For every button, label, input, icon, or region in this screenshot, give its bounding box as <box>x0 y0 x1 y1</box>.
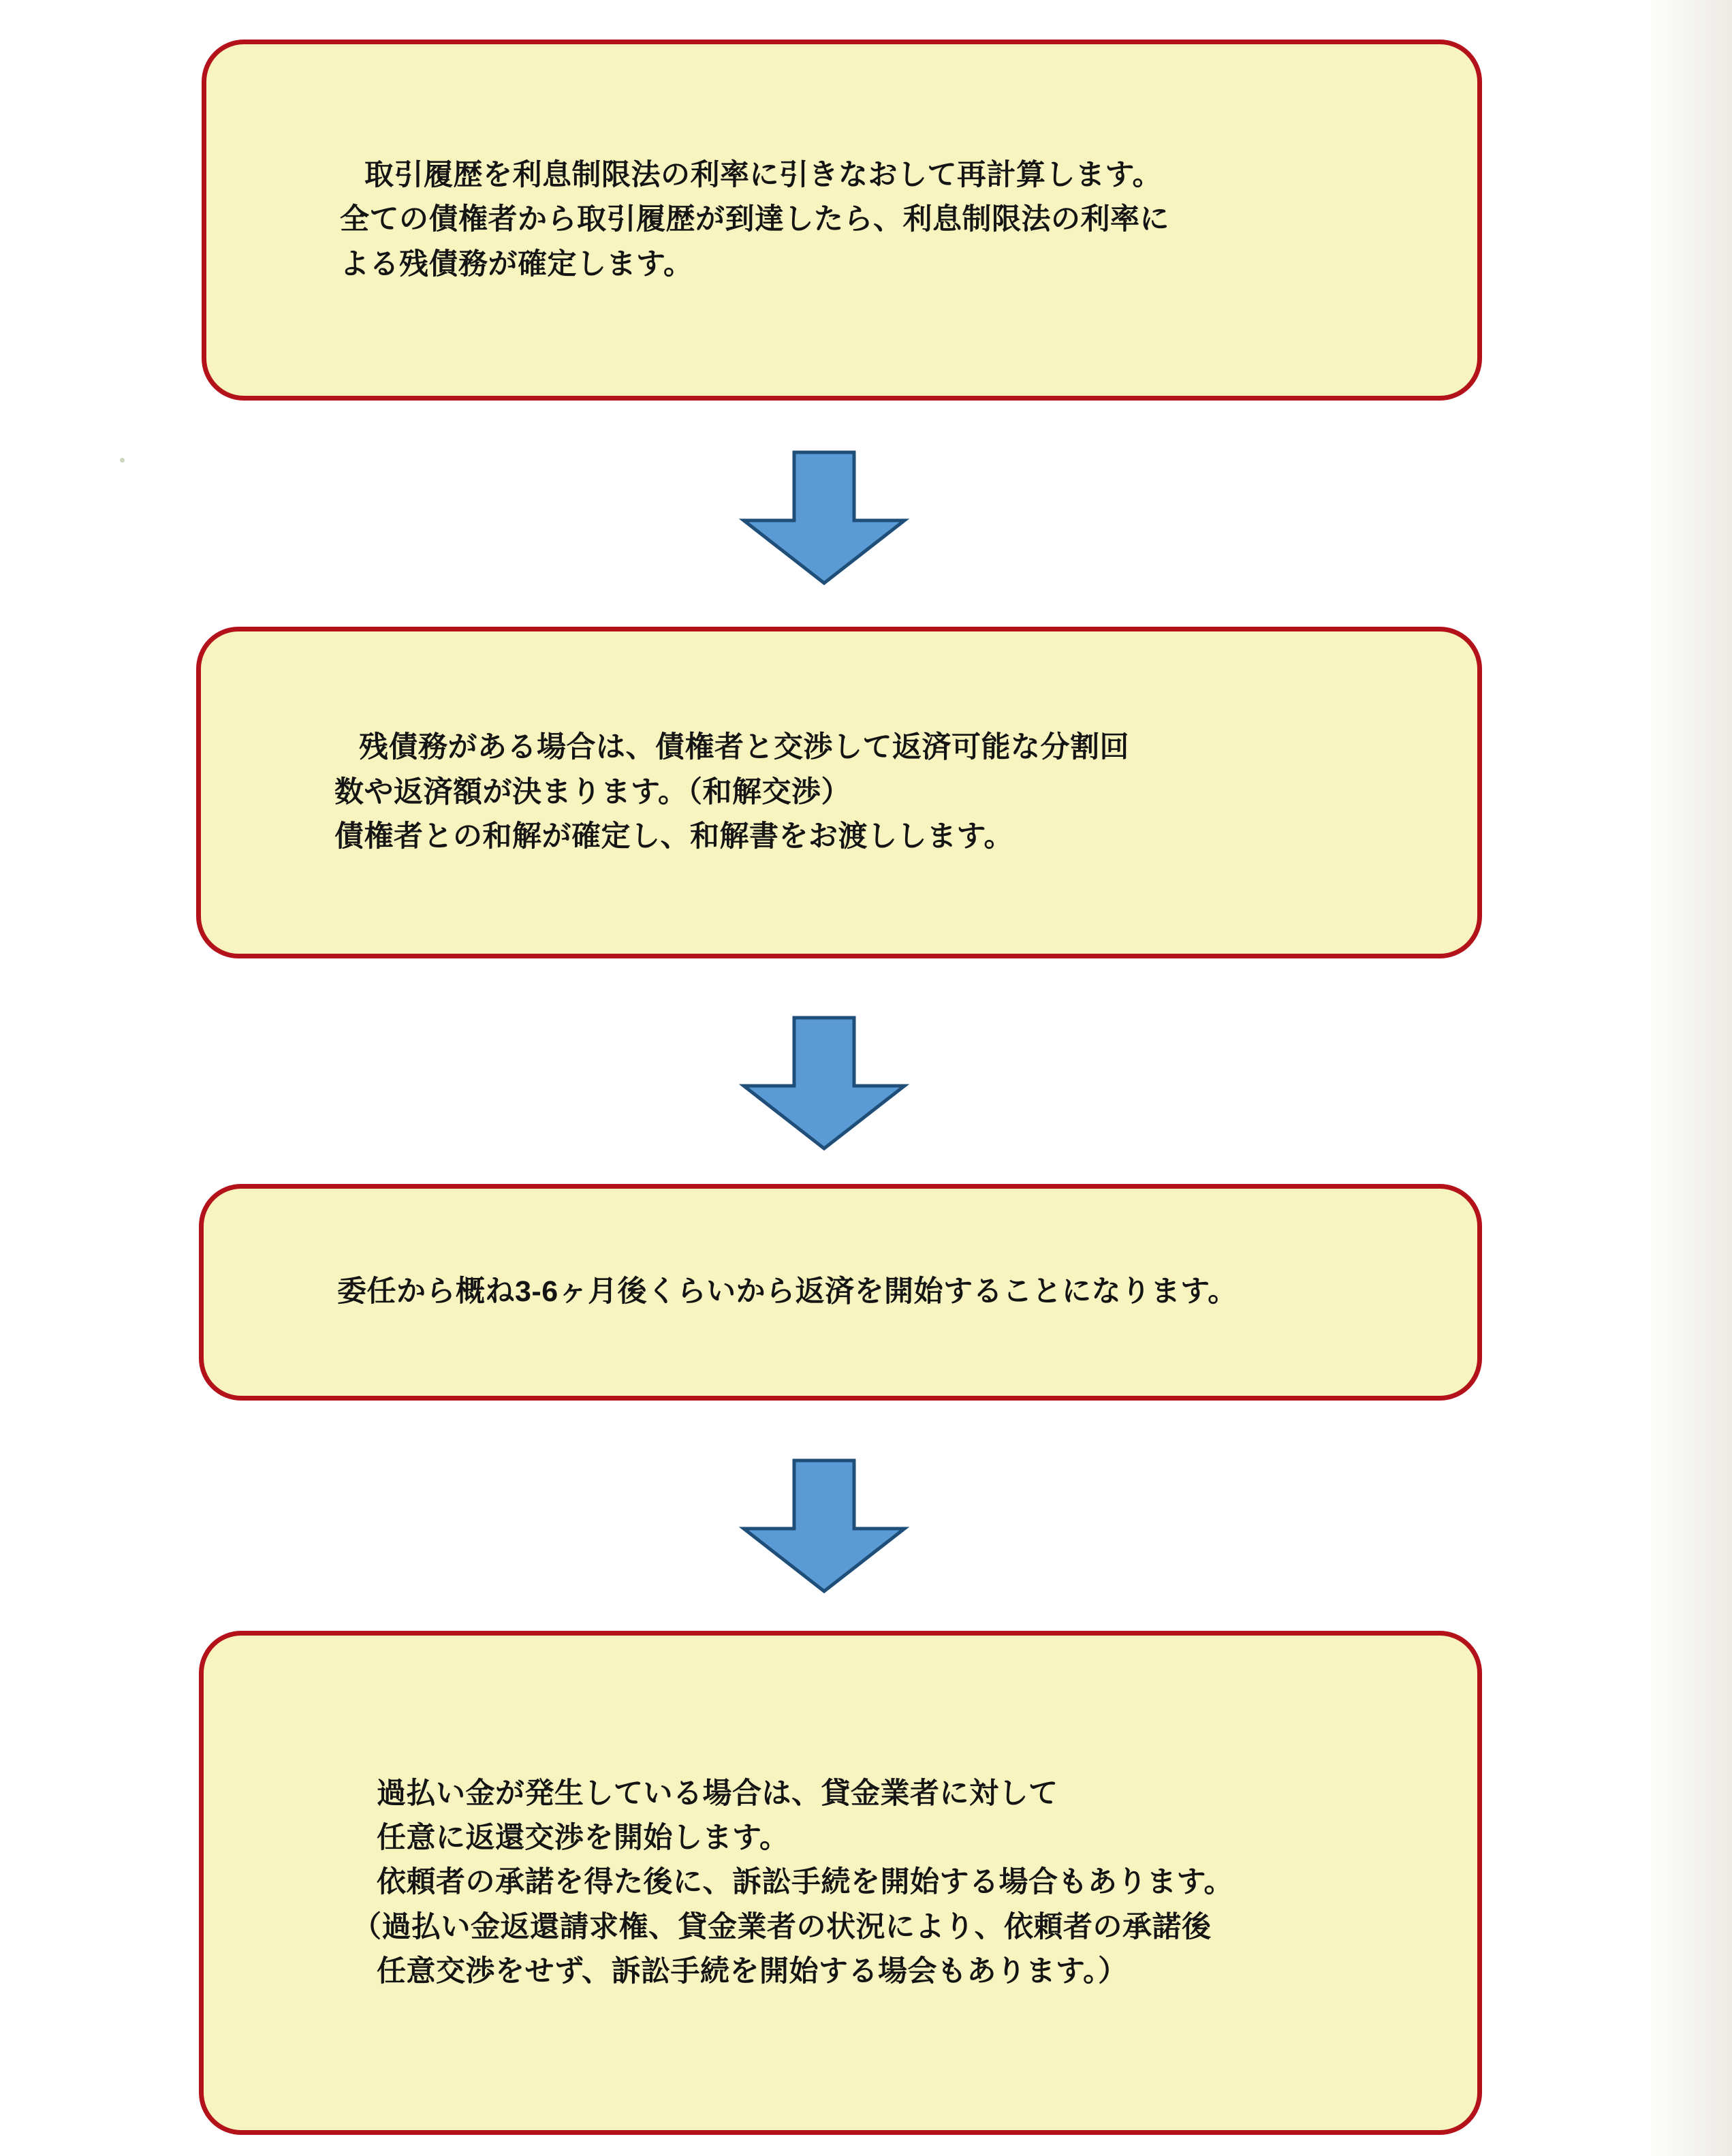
flow-node-step-4-line-5: 任意交渉をせず、訴訟手続を開始する場会もあります。） <box>377 1955 1128 1988</box>
flow-node-step-2 <box>196 627 1482 958</box>
flow-node-step-4-line-4: （過払い金返還請求権、貸金業者の状況により、依頼者の承諾後 <box>352 1910 1212 1943</box>
flow-node-step-4-line-3: 依頼者の承諾を得た後に、訴訟手続を開始する場合もあります。 <box>377 1866 1234 1899</box>
flow-node-step-2-line-1: 残債務がある場合は、債権者と交渉して返済可能な分割回 <box>359 731 1129 764</box>
flow-node-step-1-line-2: 全ての債権者から取引履歴が到達したら、利息制限法の利率に <box>340 203 1169 236</box>
flow-node-step-1-line-3: よる残債務が確定します。 <box>340 247 693 281</box>
flow-node-step-4-line-2: 任意に返還交渉を開始します。 <box>377 1821 789 1854</box>
flow-node-step-3-line-1: 委任から概ね3-6ヶ月後くらいから返済を開始することになります。 <box>337 1275 1238 1309</box>
flow-node-step-1-line-1: 取引履歴を利息制限法の利率に引きなおして再計算します。 <box>364 158 1163 191</box>
down-arrow-icon-1 <box>736 450 913 586</box>
flow-node-step-4 <box>199 1631 1482 2135</box>
flow-node-step-1 <box>202 40 1482 401</box>
down-arrow-icon-2 <box>736 1015 913 1151</box>
down-arrow-icon-3 <box>736 1458 913 1594</box>
flow-node-step-3 <box>199 1184 1482 1401</box>
flow-node-step-2-line-3: 債権者との和解が確定し、和解書をお渡しします。 <box>334 820 1014 854</box>
flow-node-step-2-line-2: 数や返済額が決まります。（和解交渉） <box>334 775 851 809</box>
flow-node-step-4-line-1: 過払い金が発生している場合は、貸金業者に対して <box>377 1777 1058 1810</box>
